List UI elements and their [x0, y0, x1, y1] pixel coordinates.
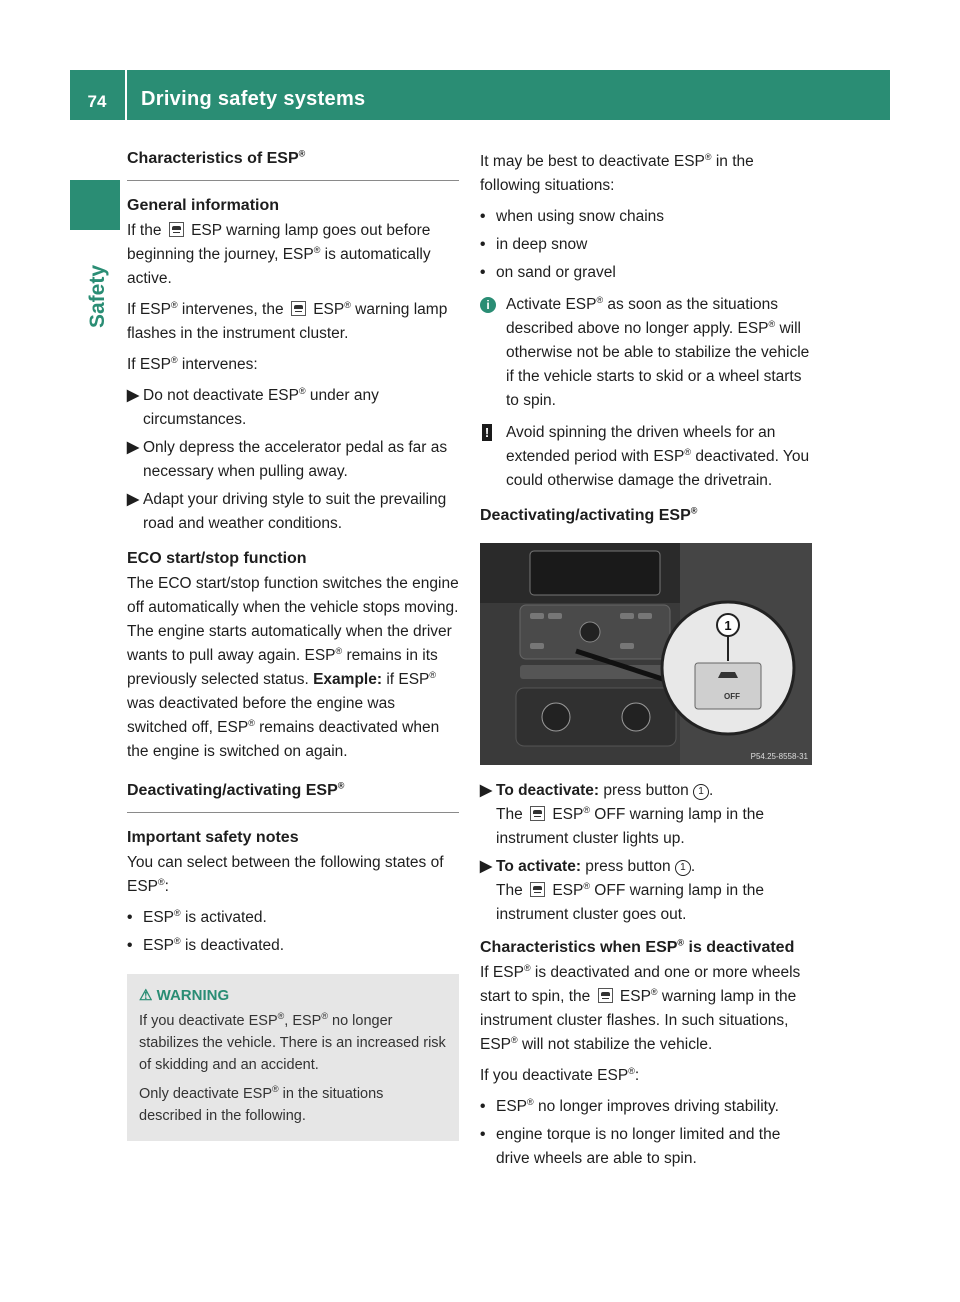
arrow-icon: ▶: [480, 858, 492, 875]
bullet-icon: •: [480, 264, 486, 281]
list-item: • ESP® no longer improves driving stability.: [480, 1095, 812, 1119]
callout-number: 1: [724, 618, 732, 633]
info-icon: i: [480, 297, 496, 313]
paragraph: If the ESP warning lamp goes out before beginning the journey, ESP® is automatically active.: [127, 222, 431, 287]
section-marker: [70, 180, 120, 230]
bullet-icon: •: [480, 1126, 486, 1143]
paragraph: If you deactivate ESP®:: [480, 1065, 640, 1084]
subsection-title: General information: [127, 197, 280, 214]
left-column: [127, 150, 459, 1141]
list-item: • ESP® is deactivated.: [127, 934, 459, 958]
button-off-label: OFF: [724, 692, 740, 701]
list-item: • ESP® is activated.: [127, 906, 459, 930]
bullet-icon: •: [480, 236, 486, 253]
esp-warning-icon: [169, 222, 184, 237]
callout-ref: 1: [693, 784, 709, 800]
list-item: • engine torque is no longer limited and the drive wheels are able to spin.: [480, 1123, 812, 1171]
esp-warning-icon: [598, 988, 613, 1003]
arrow-icon: ▶: [127, 439, 139, 456]
arrow-icon: ▶: [127, 491, 139, 508]
caution-icon: !: [482, 424, 492, 441]
header-divider: [125, 70, 127, 120]
esp-off-icon: [530, 882, 545, 897]
instruction-item: ▶ To deactivate: press button 1 . The ESP® OFF warning lamp in the instrument cluster lights up.: [480, 779, 812, 851]
chapter-title: Driving safety systems: [141, 88, 366, 110]
subsection-title: Important safety notes: [127, 829, 299, 846]
bullet-icon: •: [127, 937, 133, 954]
list-item: • when using snow chains: [480, 205, 812, 229]
caution-note: ! Avoid spinning the driven wheels for an extended period with ESP® deactivated. You could otherwise damage the drivetrain.: [480, 421, 812, 493]
photo-code: P54.25-8558-31: [750, 752, 808, 761]
list-item: • in deep snow: [480, 233, 812, 257]
info-note: i Activate ESP® as soon as the situations described above no longer apply. ESP® will otherwise not be able to stabilize the vehicle if the vehicle starts to skid or a wheel starts to spin.: [480, 293, 812, 413]
bullet-icon: •: [480, 1098, 486, 1115]
section-title: Characteristics of ESP®: [127, 150, 459, 181]
paragraph: If ESP® is deactivated and one or more wheels start to spin, the ESP® warning lamp in the instrument cluster flashes. In such situations, ESP® will not stabilize the vehicle.: [480, 962, 801, 1053]
arrow-icon: ▶: [127, 387, 139, 404]
esp-warning-icon: [291, 301, 306, 316]
paragraph: The ECO start/stop function switches the engine off automatically when the vehicle stops moving. The engine starts automatically when the driver wants to pull away again. ESP® remains in its previously selected status. Example: if ESP® was deactivated before the engine was switched off, ESP® remains deactivated when the engine is switched on again.: [127, 575, 459, 760]
list-item: • on sand or gravel: [480, 261, 812, 285]
subsection-title: Characteristics when ESP® is deactivated: [480, 937, 795, 956]
arrow-icon: ▶: [480, 782, 492, 799]
section-title: Deactivating/activating ESP®: [127, 782, 459, 813]
skid-car-icon: [718, 672, 738, 678]
page-number: 74: [87, 92, 107, 111]
bullet-icon: •: [127, 909, 133, 926]
instruction-item: ▶ Only depress the accelerator pedal as far as necessary when pulling away.: [127, 436, 459, 484]
instruction-item: ▶ Do not deactivate ESP® under any circumstances.: [127, 385, 379, 428]
instruction-item: ▶ To activate: press button 1 . The ESP® OFF warning lamp in the instrument cluster goes out.: [480, 855, 812, 927]
paragraph: You can select between the following states of ESP®:: [127, 854, 444, 895]
side-tab-label: Safety: [86, 264, 109, 328]
instruction-item: ▶ Adapt your driving style to suit the prevailing road and weather conditions.: [127, 488, 459, 536]
subsection-title: ECO start/stop function: [127, 550, 307, 567]
bullet-icon: •: [480, 208, 486, 225]
subsection-title: Deactivating/activating ESP®: [480, 505, 698, 524]
warning-triangle-icon: ⚠: [139, 987, 153, 1004]
callout-ref: 1: [675, 860, 691, 876]
warning-text: Only deactivate ESP® in the situations described in the following.: [139, 1084, 384, 1124]
warning-text: If you deactivate ESP®, ESP® no longer stabilizes the vehicle. There is an increased risk of skidding and an accident.: [139, 1011, 446, 1073]
paragraph: If ESP® intervenes:: [127, 354, 258, 373]
paragraph: It may be best to deactivate ESP® in the following situations:: [480, 151, 754, 194]
warning-heading: ⚠ WARNING: [139, 987, 230, 1004]
esp-off-icon: [530, 806, 545, 821]
paragraph: If ESP® intervenes, the ESP® warning lamp flashes in the instrument cluster.: [127, 299, 448, 342]
dashboard-photo: [480, 543, 812, 765]
warning-box: [127, 974, 459, 1141]
right-column: [480, 150, 812, 1175]
